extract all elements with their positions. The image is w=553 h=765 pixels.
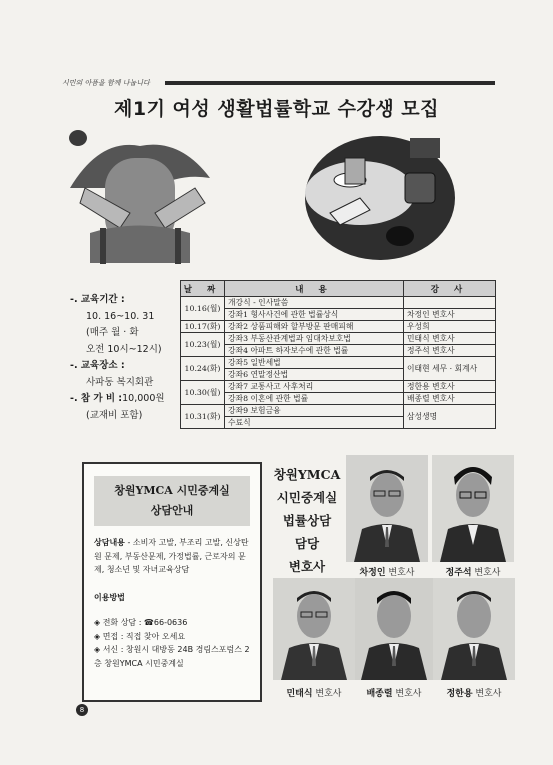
lawyer-title: 변호사 xyxy=(392,689,422,699)
period-line: 10. 16~10. 31 xyxy=(86,310,155,322)
place-label: -. 교육장소 : xyxy=(70,360,125,371)
injured-man-illustration xyxy=(305,136,455,260)
lawyer-name: 차정인 xyxy=(359,568,386,578)
table-header-row xyxy=(181,281,496,297)
table-row xyxy=(181,321,496,333)
fee-label: -. 참 가 비 : xyxy=(70,393,123,404)
lawyer-name: 정주석 xyxy=(445,568,472,578)
table-row xyxy=(181,345,496,357)
content-cell: 강좌7 교통사고 사후처리 xyxy=(225,381,404,393)
lawyer-photo xyxy=(432,455,514,562)
lawyer-photo xyxy=(346,455,428,562)
period-line: (매주 월 · 화 xyxy=(86,327,139,338)
method-visit: ◈ 면접 : 직접 찾아 오세요 xyxy=(94,631,186,641)
date-cell: 10.31(화) xyxy=(181,405,225,429)
consultation-content xyxy=(84,536,260,577)
lawyer-caption xyxy=(433,686,515,699)
method-label: 이용방법 xyxy=(94,592,125,602)
page-title: 제1기 여성 생활법률학교 수강생 모집 xyxy=(114,98,439,120)
lawyer-photo xyxy=(273,578,355,680)
content-cell: 강좌1 형사사건에 관한 법률상식 xyxy=(225,309,404,321)
date-cell: 10.24(화) xyxy=(181,357,225,381)
date-cell: 10.23(월) xyxy=(181,333,225,357)
place-value: 사파동 복지회관 xyxy=(86,376,154,388)
header-rule xyxy=(165,81,495,85)
date-cell: 10.30(월) xyxy=(181,381,225,405)
illustration xyxy=(60,118,500,268)
table-row xyxy=(181,309,496,321)
content-cell: 개강식 - 인사말씀 xyxy=(225,297,404,309)
content-cell: 강좌5 일반세법 xyxy=(225,357,404,369)
period-line: 오전 10시~12시) xyxy=(86,343,162,355)
lawyer-title: 변호사 xyxy=(472,689,502,699)
lawyers-heading-line: 창원YMCA xyxy=(273,467,341,482)
content-cell: 강좌6 연말정산법 xyxy=(225,369,404,381)
content-cell: 강좌2 상품피해와 할부방문 판매피해 xyxy=(225,321,404,333)
lawyers-heading-line: 담당 xyxy=(294,536,320,551)
lecturer-cell: 배종렬 변호사 xyxy=(404,393,496,405)
schedule-table xyxy=(180,280,496,429)
lawyers-heading xyxy=(267,463,347,578)
fee-value: 10,000원 xyxy=(122,393,165,404)
table-row xyxy=(181,393,496,405)
date-header: 날 짜 xyxy=(181,281,225,297)
lawyer-title: 변호사 xyxy=(312,689,342,699)
lecturer-cell: 정한용 변호사 xyxy=(404,381,496,393)
content-header: 내 용 xyxy=(225,281,404,297)
lecturer-cell xyxy=(404,297,496,309)
course-info xyxy=(70,292,165,424)
consultation-heading xyxy=(94,476,250,526)
lecturer-header: 강 사 xyxy=(404,281,496,297)
lecturer-cell: 차정인 변호사 xyxy=(404,309,496,321)
content-cell: 강좌4 아파트 하자보수에 관한 법률 xyxy=(225,345,404,357)
method-letter: ◈ 서신 : 창원시 대방동 24B 경림스포럼스 2층 창원YMCA 시민중계실 xyxy=(94,645,250,668)
crying-woman-illustration xyxy=(69,130,210,264)
lawyer-name: 배종렬 xyxy=(366,689,393,699)
table-row xyxy=(181,357,496,369)
lawyers-heading-line: 법률상담 xyxy=(282,513,332,528)
slogan: 시민의 아픔을 함께 나눕니다 xyxy=(62,79,150,87)
lawyers-heading-line: 변호사 xyxy=(288,559,326,574)
lecturer-cell: 이태현 세무 · 회계사 xyxy=(404,357,496,381)
consultation-title: 창원YMCA 시민중계실 xyxy=(114,484,230,497)
table-row xyxy=(181,405,496,417)
lecturer-cell: 삼성생명 xyxy=(404,405,496,429)
lawyer-caption xyxy=(432,565,514,578)
method-phone: ◈ 전화 상담 : ☎66-0636 xyxy=(94,618,188,627)
table-row xyxy=(181,381,496,393)
content-text: - 소비자 고발, 부조리 고발, 신상탄원 문제, 부동산문제, 가정법률, 근로자의 문제, 청소년 및 자녀교육상담 xyxy=(94,538,249,574)
lawyers-heading-line: 시민중계실 xyxy=(276,490,338,505)
lawyer-name: 민태식 xyxy=(286,689,313,699)
content-cell: 수료식 xyxy=(225,417,404,429)
table-row xyxy=(181,333,496,345)
content-cell: 강좌9 보험금융 xyxy=(225,405,404,417)
date-cell: 10.17(화) xyxy=(181,321,225,333)
lecturer-cell: 우성희 xyxy=(404,321,496,333)
lecturer-cell: 정주석 변호사 xyxy=(404,345,496,357)
date-cell: 10.16(월) xyxy=(181,297,225,321)
consultation-subtitle: 상담안내 xyxy=(150,504,194,517)
lawyer-caption xyxy=(346,565,428,578)
lawyer-photo xyxy=(355,578,433,680)
consultation-box xyxy=(82,462,262,702)
lawyer-caption xyxy=(355,686,433,699)
page-number: 8 xyxy=(76,704,88,716)
period-label: -. 교육기간 : xyxy=(70,294,125,305)
lawyer-name: 정한용 xyxy=(446,689,473,699)
lawyer-caption xyxy=(273,686,355,699)
fee-note: (교재비 포함) xyxy=(86,409,143,421)
content-label: 상담내용 xyxy=(94,538,125,547)
lawyer-title: 변호사 xyxy=(385,568,415,578)
lawyer-photo xyxy=(433,578,515,680)
lecturer-cell: 민태식 변호사 xyxy=(404,333,496,345)
content-cell: 강좌8 이혼에 관한 법률 xyxy=(225,393,404,405)
table-row xyxy=(181,297,496,309)
lawyer-title: 변호사 xyxy=(471,568,501,578)
content-cell: 강좌3 부동산관계법과 임대차보호법 xyxy=(225,333,404,345)
